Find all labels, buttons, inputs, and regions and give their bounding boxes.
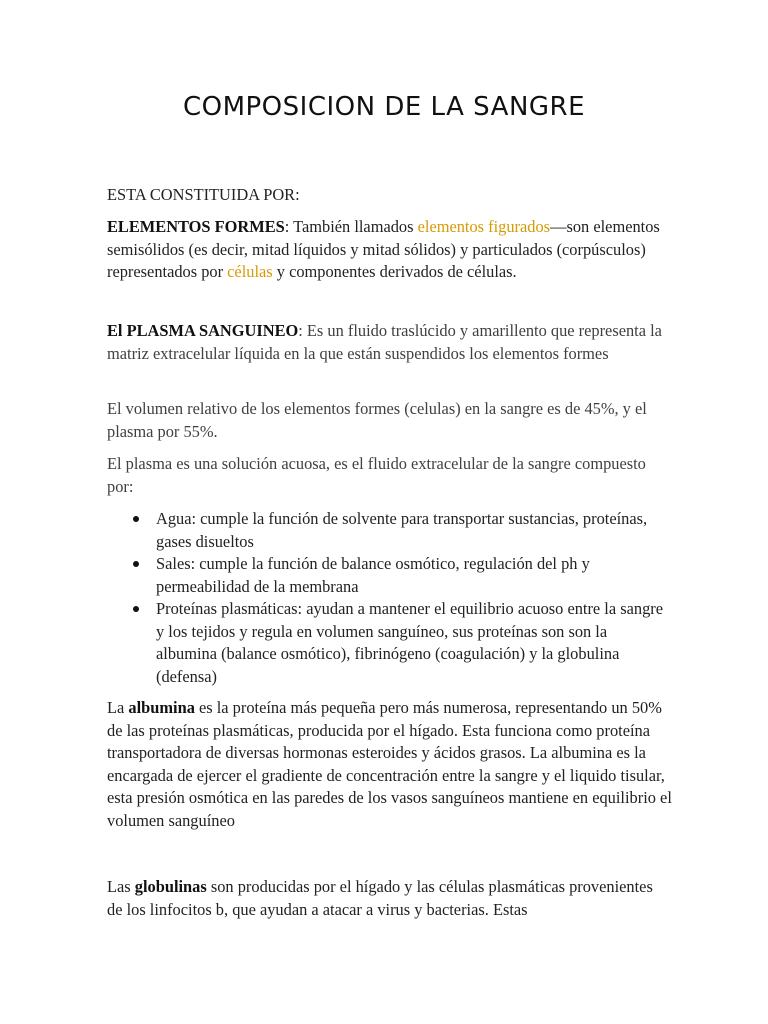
elementos-formes-paragraph — [107, 216, 672, 284]
page-title: COMPOSICION DE LA SANGRE — [182, 92, 586, 122]
list-item: Sales: cumple la función de balance osmótico, regulación del ph y permeabilidad de la membrana — [107, 553, 672, 598]
plasma-paragraph — [107, 320, 672, 365]
globulinas-term: globulinas — [134, 877, 207, 896]
volumen-text: El volumen relativo de los elementos formes (celulas) en la sangre es de 45%, y el plasma por 55%. — [107, 399, 647, 441]
globulinas-paragraph — [107, 876, 672, 921]
albumina-paragraph — [107, 697, 672, 832]
albumina-term: albumina — [128, 698, 195, 717]
volumen-paragraph — [107, 398, 672, 443]
elementos-text-1: : También llamados — [284, 217, 418, 236]
elementos-text-3: y componentes derivados de células. — [272, 262, 517, 281]
elementos-figurados-link[interactable]: elementos figurados — [417, 217, 551, 236]
globulinas-text: son producidas por el hígado y las células plasmáticas provenientes de los linfocitos b, que ayudan a atacar a virus y bacterias. Estas — [107, 877, 653, 919]
components-list-block — [107, 508, 672, 688]
albumina-text: es la proteína más pequeña pero más numerosa, representando un 50% de las proteínas plasmáticas, producida por el hígado. Esta funciona como proteína transportadora de diversas hormonas esteroides y ácidos grasos. La albumina es la encargada de ejercer el gradiente de concentración entre la sangre y el liquido tisular, esta presión osmótica en las paredes de los vasos sanguíneos mantiene en equilibrio el volumen sanguíneo — [107, 698, 672, 830]
components-list — [107, 508, 672, 688]
list-item: Agua: cumple la función de solvente para transportar sustancias, proteínas, gases disueltos — [107, 508, 672, 553]
solucion-paragraph — [107, 453, 672, 498]
elementos-formes-term: ELEMENTOS FORMES — [107, 217, 285, 236]
albumina-pre: La — [107, 698, 129, 717]
plasma-term: El PLASMA SANGUINEO — [107, 321, 299, 340]
plasma-text: : Es un fluido traslúcido y amarillento que representa la matriz extracelular líquida en la que están suspendidos los elementos formes — [107, 321, 662, 363]
solucion-text: El plasma es una solución acuosa, es el fluido extracelular de la sangre compuesto por: — [107, 454, 646, 496]
intro-paragraph — [107, 184, 672, 207]
globulinas-pre: Las — [107, 877, 135, 896]
elementos-text-2: —son elementos semisólidos (es decir, mitad líquidos y mitad sólidos) y particulados (corpúsculos) representados por — [107, 217, 660, 281]
list-item: Proteínas plasmáticas: ayudan a mantener el equilibrio acuoso entre la sangre y los tejidos y regula en volumen sanguíneo, sus proteínas son son la albumina (balance osmótico), fibrinógeno (coagulación) y la globulina (defensa) — [107, 598, 672, 688]
celulas-link[interactable]: células — [227, 262, 273, 281]
intro-text: ESTA CONSTITUIDA POR: — [107, 185, 300, 204]
